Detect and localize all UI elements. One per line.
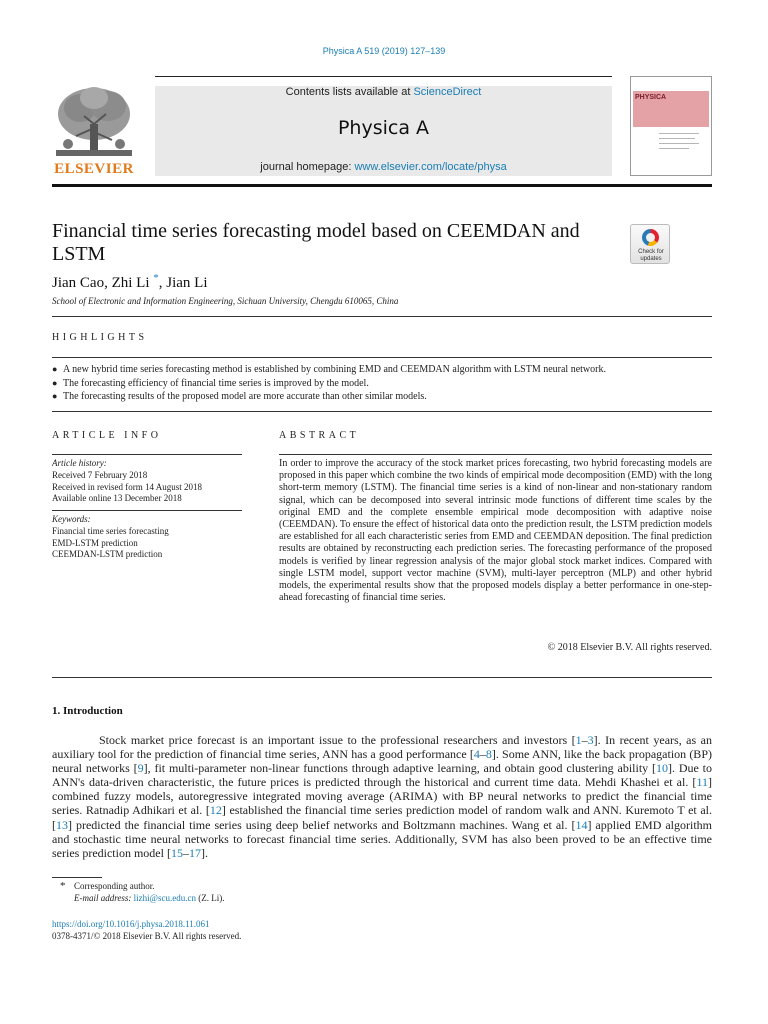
- abstract-text: In order to improve the accuracy of the stock market prices forecasting, two hybrid forecasting models are proposed in this paper which combine the two kinds of empirical mode decomposition (EMD) with the long short-term memory (LSTM). The financial time series is a kind of non-linear and non-stationary random signal, which can be decomposed into several intrinsic mode functions of different time scales by the original EMD and the complete ensemble empirical mode decomposition with adaptive noise (CEEMDAN). To ensure the effect of historical data onto the prediction result, the LSTM prediction models are established for all each characteristic series from EMD and CEEMDAN deposition. The final prediction results are obtained by reconstructing each prediction series. The forecasting performance of the proposed models is verified by linear regression analysis of the major global stock market indices. Compared with single LSTM model, support vector machine (SVM), multi-layer perceptron (MLP) and other hybrid models, the experimental results show that the proposed models display a better performance in one-step-ahead forecasting of financial time series.: [279, 458, 712, 604]
- citation-link[interactable]: 17: [188, 845, 201, 860]
- divider: [52, 411, 712, 412]
- author-list: Jian Cao, Zhi Li *, Jian Li: [52, 272, 208, 291]
- paragraph-text: –: [581, 733, 588, 747]
- highlight-item: ● The forecasting efficiency of financial time series is improved by the model.: [52, 378, 369, 389]
- history-revised: Received in revised form 14 August 2018: [52, 482, 202, 492]
- citation-link[interactable]: 11: [696, 775, 708, 790]
- highlights-heading: HIGHLIGHTS: [52, 332, 148, 343]
- divider: [52, 510, 242, 511]
- citation-link[interactable]: 12: [209, 803, 222, 818]
- paragraph-text: ] combined fuzzy models, autoregressive integrated moving average (ARIMA) with BP neural networks to predict the financial time series. Ratnadip Adhikari et al. [: [52, 775, 712, 818]
- contents-available: Contents lists available at ScienceDirect: [285, 86, 482, 98]
- article-title: Financial time series forecasting model based on CEEMDAN and LSTM: [52, 220, 580, 265]
- corresponding-author-mark[interactable]: *: [153, 272, 159, 284]
- journal-cover-thumbnail[interactable]: [630, 76, 712, 176]
- citation-link[interactable]: 15: [170, 845, 183, 860]
- paragraph-text: Stock market price forecast is an important issue to the professional researchers and investors [: [99, 733, 576, 747]
- corresponding-footnote: * Corresponding author.: [60, 880, 155, 892]
- citation-link[interactable]: 13: [56, 817, 68, 832]
- cover-title: PHYSICA: [635, 94, 667, 101]
- affiliation: School of Electronic and Information Engineering, Sichuan University, Chengdu 610065, China: [52, 296, 399, 306]
- paragraph-text: ]. In recent years, as an auxiliary tool for the prediction of financial time series, ANN has a good performance [: [52, 733, 712, 762]
- highlight-item: ● A new hybrid time series forecasting method is established by combining EMD and CEEMDAN algorithm with LSTM neural network.: [52, 364, 606, 375]
- introduction-paragraph: [52, 733, 712, 860]
- history-online: Available online 13 December 2018: [52, 493, 182, 503]
- history-received: Received 7 February 2018: [52, 470, 148, 480]
- doi-link[interactable]: https://doi.org/10.1016/j.physa.2018.11.061: [52, 919, 210, 929]
- cover-line: [659, 143, 699, 144]
- cover-line: [659, 138, 695, 139]
- abstract-copyright: © 2018 Elsevier B.V. All rights reserved.: [547, 642, 712, 653]
- journal-reference[interactable]: Physica A 519 (2019) 127–139: [322, 46, 446, 56]
- divider: [52, 357, 712, 358]
- article-info-heading: ARTICLE INFO: [52, 430, 162, 441]
- keyword-item: Financial time series forecasting: [52, 526, 169, 536]
- paragraph-text: ]. Due to ANN's data-driven characteristic, the future prices is predicted through the historical and current time data. Mehdi Khashei et al. [: [52, 761, 712, 790]
- keyword-item: CEEMDAN-LSTM prediction: [52, 549, 163, 559]
- divider: [52, 316, 712, 317]
- footnote-rule: [52, 877, 102, 878]
- paragraph-text: ] predicted the financial time series using deep belief networks and Boltzmann machines. Wang et al. [: [68, 817, 576, 832]
- paragraph-text: –: [479, 747, 486, 762]
- divider: [52, 677, 712, 678]
- divider: [279, 454, 712, 455]
- paragraph-text: ] applied EMD algorithm and stochastic time neural networks to forecast financial time series. Additionally, SVM has also been proved to be an effective time series prediction model [: [52, 817, 713, 860]
- sciencedirect-link[interactable]: ScienceDirect: [413, 86, 482, 98]
- paragraph-text: ]. Some ANN, like the back propagation (BP) neural networks [: [52, 747, 712, 776]
- elsevier-wordmark: ELSEVIER: [54, 161, 134, 177]
- paragraph-text: –: [182, 845, 189, 860]
- divider: [52, 454, 242, 455]
- paragraph-text: ].: [200, 845, 208, 860]
- citation-link[interactable]: 14: [575, 817, 588, 832]
- cover-line: [659, 148, 689, 149]
- header-top-rule: [155, 76, 612, 77]
- header-thick-rule: [52, 184, 712, 187]
- paragraph-text: ] established the financial time series prediction model of random walk and ANN. Kuremoto T et al. [: [52, 803, 712, 832]
- email-link[interactable]: lizhi@scu.edu.cn: [133, 893, 196, 903]
- journal-homepage: journal homepage: www.elsevier.com/locate/physa: [260, 161, 507, 173]
- citation-link[interactable]: 1: [575, 733, 582, 747]
- citation-link[interactable]: 10: [656, 761, 668, 776]
- paragraph-text: ], fit multi-parameter non-linear functions through adaptive learning, and obtain good clustering ability [: [143, 761, 656, 776]
- abstract-heading: ABSTRACT: [279, 430, 360, 441]
- check-for-updates-button[interactable]: [630, 224, 670, 264]
- citation-link[interactable]: 3: [587, 733, 594, 747]
- keyword-item: EMD-LSTM prediction: [52, 538, 138, 548]
- issn-copyright: 0378-4371/© 2018 Elsevier B.V. All rights reserved.: [52, 931, 242, 941]
- citation-link[interactable]: 4: [473, 747, 480, 762]
- journal-title: Physica A: [337, 117, 430, 139]
- citation-link[interactable]: 8: [485, 747, 492, 762]
- check-updates-label: Check for updates: [638, 249, 664, 262]
- citation-link[interactable]: 9: [137, 761, 144, 776]
- keywords-label: Keywords:: [52, 514, 91, 524]
- history-label: Article history:: [52, 458, 107, 468]
- email-footnote: E-mail address: lizhi@scu.edu.cn (Z. Li).: [74, 893, 225, 903]
- introduction-heading: 1. Introduction: [52, 705, 123, 717]
- cover-line: [659, 133, 699, 134]
- highlight-item: ● The forecasting results of the proposed model are more accurate than other similar models.: [52, 391, 427, 402]
- homepage-link[interactable]: www.elsevier.com/locate/physa: [354, 161, 507, 173]
- check-updates-icon: [642, 229, 659, 246]
